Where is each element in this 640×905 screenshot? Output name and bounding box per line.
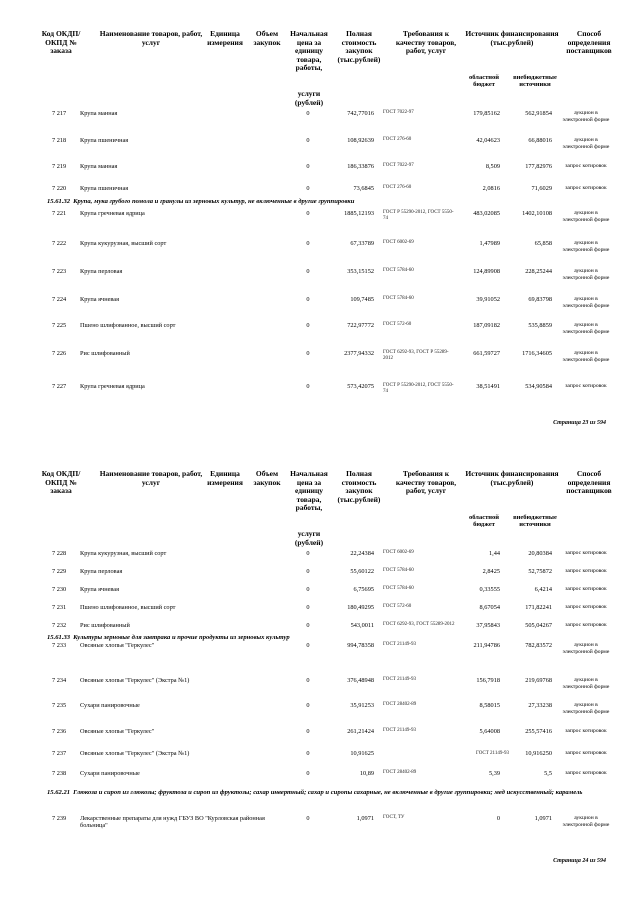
header-source: Источник финансирования (тыс.рублей) — [465, 29, 559, 47]
row-procurement-method: запрос котировок — [565, 750, 607, 756]
row-external-sources: 1402,10108 — [522, 210, 552, 217]
group-title: Культуры зерновые для завтрака и прочие продукты из зерновых культур — [73, 634, 290, 641]
row-regional-budget: 179,85162 — [473, 110, 500, 117]
row-initial-price: 0 — [306, 322, 310, 329]
row-total-cost: 55,60122 — [350, 568, 374, 575]
row-total-cost: 109,7485 — [350, 296, 374, 303]
row-procurement-method: аукцион в электронной форме — [562, 268, 610, 281]
row-external-sources: 1,0971 — [534, 815, 552, 822]
row-requirements: ГОСТ 5784-60 — [383, 568, 414, 573]
row-initial-price: 0 — [306, 622, 310, 629]
row-requirements: ГОСТ 572-60 — [383, 604, 412, 609]
row-code: 7 219 — [52, 163, 67, 170]
row-regional-budget: 0,33555 — [479, 586, 500, 593]
row-procurement-method: запрос котировок — [565, 550, 607, 556]
document-page-24 — [0, 469, 640, 864]
row-regional-budget: 42,04623 — [476, 137, 500, 144]
group-heading — [47, 634, 607, 642]
row-total-cost: 2377,94332 — [344, 350, 374, 357]
row-initial-price: 0 — [306, 702, 310, 709]
row-initial-price: 0 — [306, 728, 310, 735]
row-total-cost: 6,75695 — [353, 586, 374, 593]
row-requirements: ГОСТ 21149-93 — [383, 677, 417, 682]
row-regional-budget: 8,58015 — [479, 702, 500, 709]
row-initial-price: 0 — [306, 770, 310, 777]
row-requirements: ГОСТ 28402-89 — [383, 770, 417, 775]
row-requirements: ГОСТ 21149-93 — [383, 728, 417, 733]
row-regional-budget: 37,95843 — [476, 622, 500, 629]
group-title: Крупа, мука грубого помола и гранулы из зерновых культур, не включенные в другие группировки — [73, 198, 355, 205]
header-initial-extra: услуги (рублей) — [294, 89, 324, 107]
row-name: Сухари панировочные — [80, 770, 140, 777]
row-total-cost: 10,91625 — [350, 750, 374, 757]
row-requirements: ГОСТ 5784-60 — [383, 296, 414, 301]
row-regional-budget: 2,8425 — [482, 568, 500, 575]
row-code: 7 239 — [52, 815, 67, 822]
row-requirements: ГОСТ, ТУ — [383, 815, 405, 820]
row-total-cost: 376,48948 — [347, 677, 374, 684]
row-external-sources: 1716,34605 — [522, 350, 552, 357]
row-procurement-method: аукцион в электронной форме — [562, 110, 610, 123]
row-procurement-method: запрос котировок — [565, 568, 607, 574]
row-procurement-method: аукцион в электронной форме — [562, 677, 610, 690]
header-name: Наименование товаров, работ, услуг — [99, 29, 203, 47]
row-code: 7 225 — [52, 322, 67, 329]
row-regional-budget: 8,67054 — [479, 604, 500, 611]
header-initial: Начальная цена за единицу товара, работы, — [290, 469, 328, 513]
row-initial-price: 0 — [306, 268, 310, 275]
row-procurement-method: аукцион в электронной форме — [562, 240, 610, 253]
row-initial-price: 0 — [306, 163, 310, 170]
row-external-sources: 219,69768 — [525, 677, 552, 684]
row-requirements: ГОСТ 7022-97 — [383, 110, 414, 115]
row-total-cost: 186,33876 — [347, 163, 374, 170]
row-name: Крупа манная — [80, 163, 118, 170]
row-requirements: ГОСТ 572-60 — [383, 322, 412, 327]
row-procurement-method: запрос котировок — [565, 604, 607, 610]
row-procurement-method: запрос котировок — [565, 185, 607, 191]
row-total-cost: 35,91253 — [350, 702, 374, 709]
row-code: 7 221 — [52, 210, 67, 217]
row-code: 7 235 — [52, 702, 67, 709]
row-code: 7 218 — [52, 137, 67, 144]
row-name: Крупа манная — [80, 110, 118, 117]
row-procurement-method: запрос котировок — [565, 728, 607, 734]
row-regional-budget: 1,47989 — [479, 240, 500, 247]
row-name: Крупа кукурузная, высший сорт — [80, 550, 167, 557]
row-total-cost: 353,15152 — [347, 268, 374, 275]
row-external-sources: 171,82241 — [525, 604, 552, 611]
row-code: 7 232 — [52, 622, 67, 629]
row-procurement-method: аукцион в электронной форме — [562, 296, 610, 309]
group-title: Глюкоза и сироп из глюкозы; фруктоза и сироп из фруктозы; сахар инвертный; сахар и сиропы сахарные, не включенные в другие группировки; мед искусственный; карамель — [73, 789, 583, 796]
row-initial-price: 0 — [306, 604, 310, 611]
row-name: Крупа пшеничная — [80, 185, 129, 192]
row-code: 7 238 — [52, 770, 67, 777]
row-code: 7 220 — [52, 185, 67, 192]
row-external-sources: 6,4214 — [534, 586, 552, 593]
row-name: Рис шлифованный — [80, 350, 130, 357]
row-total-cost: 108,92639 — [347, 137, 374, 144]
row-external-sources: 65,858 — [534, 240, 552, 247]
row-name: Пшено шлифованное, высший сорт — [80, 322, 176, 329]
row-total-cost: 722,97772 — [347, 322, 374, 329]
row-procurement-method: аукцион в электронной форме — [562, 815, 610, 828]
row-total-cost: 67,33789 — [350, 240, 374, 247]
header-unit: Единица измерения — [207, 469, 243, 487]
row-name: Овсяные хлопья "Геркулес" — [80, 728, 155, 735]
page-footer: Страница 24 из 594 — [553, 858, 606, 864]
row-code: 7 217 — [52, 110, 67, 117]
row-total-cost: 573,42075 — [347, 383, 374, 390]
header-code: Код ОКДП/ ОКПД № заказа — [41, 29, 81, 56]
row-external-sources: 255,57416 — [525, 728, 552, 735]
group-code: 15.62.21 — [47, 789, 71, 796]
row-code: 7 231 — [52, 604, 67, 611]
row-code: 7 230 — [52, 586, 67, 593]
row-requirements: ГОСТ 276-60 — [383, 185, 412, 190]
row-regional-budget: 1,44 — [488, 550, 500, 557]
row-procurement-method: аукцион в электронной форме — [562, 642, 610, 655]
row-initial-price: 0 — [306, 550, 310, 557]
row-requirements: ГОСТ 21149-93 — [383, 642, 417, 647]
row-procurement-method: аукцион в электронной форме — [562, 137, 610, 150]
row-total-cost: 1,0971 — [356, 815, 374, 822]
header-source-regional: областной бюджет — [468, 514, 500, 529]
row-name: Крупа гречневая ядрица — [80, 383, 145, 390]
row-regional-budget: 5,39 — [488, 770, 500, 777]
row-name: Овсяные хлопья "Геркулес" — [80, 642, 155, 649]
row-requirements: ГОСТ 7022-97 — [383, 163, 414, 168]
row-external-sources: 71,6029 — [531, 185, 552, 192]
row-name: Крупа ячневая — [80, 586, 119, 593]
row-initial-price: 0 — [306, 185, 310, 192]
page-footer: Страница 23 из 594 — [553, 420, 606, 426]
row-regional-budget: 661,59727 — [473, 350, 500, 357]
row-requirements: ГОСТ 21149-93 — [475, 751, 509, 756]
row-requirements: ГОСТ 6292-93, ГОСТ Р 55289-2012 — [383, 350, 449, 362]
row-initial-price: 0 — [306, 586, 310, 593]
row-initial-price: 0 — [306, 383, 310, 390]
row-initial-price: 0 — [306, 568, 310, 575]
row-total-cost: 22,24384 — [350, 550, 374, 557]
row-name: Лекарственные препараты для нужд ГБУЗ ВО "Курловская районная больница" — [80, 815, 265, 830]
row-external-sources: 20,80384 — [528, 550, 552, 557]
header-name: Наименование товаров, работ, услуг — [99, 469, 203, 487]
header-source-regional: областной бюджет — [468, 74, 500, 89]
row-code: 7 233 — [52, 642, 67, 649]
row-requirements: ГОСТ Р 55290-2012, ГОСТ 5550-74 — [383, 383, 454, 395]
row-code: 7 228 — [52, 550, 67, 557]
header-requirements: Требования к качеству товаров, работ, услуг — [395, 29, 457, 56]
row-initial-price: 0 — [306, 677, 310, 684]
row-regional-budget: 124,89908 — [473, 268, 500, 275]
row-code: 7 237 — [52, 750, 67, 757]
row-regional-budget: 2,0816 — [482, 185, 500, 192]
document-page-23 — [0, 29, 640, 426]
row-regional-budget: 187,09182 — [473, 322, 500, 329]
row-name: Крупа гречневая ядрица — [80, 210, 145, 217]
header-source-external: внебюджетные источники — [513, 74, 557, 89]
row-code: 7 236 — [52, 728, 67, 735]
row-initial-price: 0 — [306, 210, 310, 217]
row-initial-price: 0 — [306, 642, 310, 649]
row-regional-budget: 0 — [496, 815, 500, 822]
header-volume: Объем закупок — [253, 469, 281, 487]
row-initial-price: 0 — [306, 350, 310, 357]
row-external-sources: 505,04267 — [525, 622, 552, 629]
row-procurement-method: аукцион в электронной форме — [562, 350, 610, 363]
row-procurement-method: аукцион в электронной форме — [562, 210, 610, 223]
header-requirements: Требования к качеству товаров, работ, услуг — [395, 469, 457, 496]
row-requirements: ГОСТ 276-60 — [383, 137, 412, 142]
row-requirements: ГОСТ 6292-93, ГОСТ 55289-2012 — [383, 622, 455, 627]
row-procurement-method: запрос котировок — [565, 770, 607, 776]
header-unit: Единица измерения — [207, 29, 243, 47]
row-total-cost: 10,89 — [359, 770, 374, 777]
row-external-sources: 69,83798 — [528, 296, 552, 303]
header-method: Способ определения поставщиков — [566, 29, 612, 56]
row-total-cost: 261,21424 — [347, 728, 374, 735]
header-source-external: внебюджетные источники — [513, 514, 557, 529]
row-procurement-method: запрос котировок — [565, 586, 607, 592]
row-external-sources: 228,25244 — [525, 268, 552, 275]
row-regional-budget: 483,02085 — [473, 210, 500, 217]
row-initial-price: 0 — [306, 240, 310, 247]
header-initial-extra: услуги (рублей) — [294, 529, 324, 547]
group-heading — [47, 789, 607, 797]
row-external-sources: 562,91854 — [525, 110, 552, 117]
row-external-sources: 66,88016 — [528, 137, 552, 144]
row-external-sources: 10,916250 — [525, 750, 552, 757]
row-code: 7 223 — [52, 268, 67, 275]
group-code: 15.61.32 — [47, 198, 71, 205]
row-initial-price: 0 — [306, 137, 310, 144]
row-name: Крупа пшеничная — [80, 137, 129, 144]
row-name: Овсяные хлопья "Геркулес" (Экстра №1) — [80, 677, 190, 684]
group-code: 15.61.33 — [47, 634, 71, 641]
row-code: 7 227 — [52, 383, 67, 390]
row-code: 7 226 — [52, 350, 67, 357]
row-total-cost: 543,0011 — [350, 622, 374, 629]
row-procurement-method: запрос котировок — [565, 383, 607, 389]
row-external-sources: 535,8859 — [528, 322, 552, 329]
row-total-cost: 742,77016 — [347, 110, 374, 117]
row-requirements: ГОСТ 5784-60 — [383, 586, 414, 591]
row-initial-price: 0 — [306, 815, 310, 822]
row-external-sources: 52,75872 — [528, 568, 552, 575]
row-external-sources: 5,5 — [544, 770, 552, 777]
row-code: 7 222 — [52, 240, 67, 247]
row-procurement-method: аукцион в электронной форме — [562, 322, 610, 335]
header-initial: Начальная цена за единицу товара, работы, — [290, 29, 328, 73]
row-name: Овсяные хлопья "Геркулес" (Экстра №1) — [80, 750, 190, 757]
row-regional-budget: 39,91052 — [476, 296, 500, 303]
row-total-cost: 1885,12193 — [344, 210, 374, 217]
row-name: Крупа перловая — [80, 268, 123, 275]
row-external-sources: 177,82976 — [525, 163, 552, 170]
row-procurement-method: запрос котировок — [565, 622, 607, 628]
header-total: Полная стоимость закупок (тыс.рублей) — [337, 469, 381, 504]
row-total-cost: 73,6845 — [353, 185, 374, 192]
row-requirements: ГОСТ 28402-89 — [383, 702, 417, 707]
row-code: 7 224 — [52, 296, 67, 303]
row-external-sources: 534,90584 — [525, 383, 552, 390]
row-total-cost: 180,49295 — [347, 604, 374, 611]
row-regional-budget: 8,509 — [485, 163, 500, 170]
row-procurement-method: аукцион в электронной форме — [562, 702, 610, 715]
row-code: 7 229 — [52, 568, 67, 575]
row-initial-price: 0 — [306, 110, 310, 117]
row-code: 7 234 — [52, 677, 67, 684]
row-name: Сухари панировочные — [80, 702, 140, 709]
row-name: Рис шлифованный — [80, 622, 130, 629]
row-regional-budget: 156,7918 — [476, 677, 500, 684]
row-total-cost: 994,78358 — [347, 642, 374, 649]
header-volume: Объем закупок — [253, 29, 281, 47]
row-name: Крупа кукурузная, высший сорт — [80, 240, 167, 247]
row-external-sources: 27,33238 — [528, 702, 552, 709]
row-name: Крупа ячневая — [80, 296, 119, 303]
header-source: Источник финансирования (тыс.рублей) — [465, 469, 559, 487]
row-procurement-method: запрос котировок — [565, 163, 607, 169]
row-regional-budget: 5,64008 — [479, 728, 500, 735]
row-external-sources: 782,83572 — [525, 642, 552, 649]
row-initial-price: 0 — [306, 296, 310, 303]
row-regional-budget: 211,94786 — [473, 642, 500, 649]
header-code: Код ОКДП/ ОКПД № заказа — [41, 469, 81, 496]
row-requirements: ГОСТ 6002-69 — [383, 240, 414, 245]
header-method: Способ определения поставщиков — [566, 469, 612, 496]
row-name: Крупа перловая — [80, 568, 123, 575]
row-initial-price: 0 — [306, 750, 310, 757]
row-requirements: ГОСТ 6002-69 — [383, 550, 414, 555]
header-total: Полная стоимость закупок (тыс.рублей) — [337, 29, 381, 64]
group-heading — [47, 198, 607, 206]
row-regional-budget: 38,51491 — [476, 383, 500, 390]
row-requirements: ГОСТ 5784-60 — [383, 268, 414, 273]
row-name: Пшено шлифованное, высший сорт — [80, 604, 176, 611]
row-requirements: ГОСТ Р 55290-2012, ГОСТ 5550-74 — [383, 210, 454, 222]
